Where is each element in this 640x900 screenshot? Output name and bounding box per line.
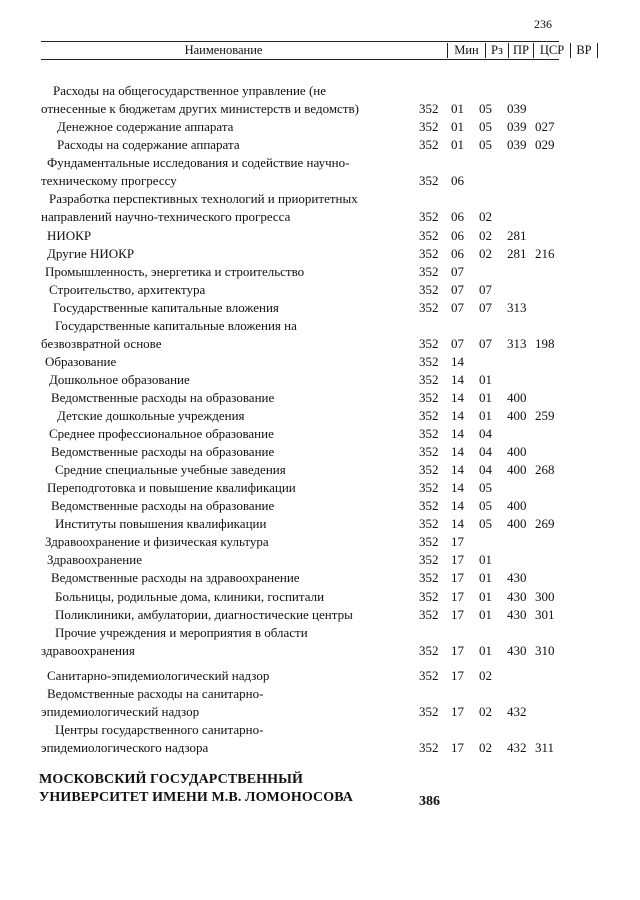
row-name: техническому прогрессу — [41, 173, 177, 188]
row-code-pr: 01 — [479, 372, 492, 387]
row-code-min: 352 — [419, 137, 439, 152]
row-name: Институты повышения квалификации — [55, 516, 267, 531]
table-row — [0, 245, 640, 263]
row-name: Больницы, родильные дома, клиники, госпитали — [55, 589, 325, 604]
row-name: Среднее профессиональное образование — [49, 426, 274, 441]
table-row — [0, 227, 640, 245]
row-name: отнесенные к бюджетам других министерств и ведомств) — [41, 101, 359, 116]
row-code-csr: 430 — [507, 643, 527, 658]
row-code-csr: 400 — [507, 462, 527, 477]
row-name: Государственные капитальные вложения на — [55, 318, 297, 333]
row-code-min: 352 — [419, 246, 439, 261]
row-name: Расходы на общегосударственное управление (не — [53, 83, 327, 98]
row-code-min: 352 — [419, 480, 439, 495]
row-code-pr: 01 — [479, 408, 492, 423]
row-name: безвозвратной основе — [41, 336, 162, 351]
row-code-pr: 05 — [479, 137, 492, 152]
organization-code: 386 — [419, 794, 440, 809]
row-code-vr: 216 — [535, 246, 555, 261]
header-min: Мин — [454, 43, 479, 57]
table-row — [0, 515, 640, 533]
row-code-vr: 029 — [535, 137, 555, 152]
row-name: Образование — [45, 354, 117, 369]
row-code-min: 352 — [419, 408, 439, 423]
row-code-rz: 17 — [451, 740, 464, 755]
row-code-csr: 432 — [507, 740, 527, 755]
row-code-rz: 17 — [451, 534, 464, 549]
table-row — [0, 371, 640, 389]
row-code-rz: 14 — [451, 426, 464, 441]
table-row — [0, 389, 640, 407]
row-name: Дошкольное образование — [49, 372, 190, 387]
row-code-rz: 17 — [451, 552, 464, 567]
row-code-min: 352 — [419, 390, 439, 405]
row-name: направлений научно-технического прогресса — [41, 209, 291, 224]
row-name: Здравоохранение — [47, 552, 142, 567]
row-code-rz: 01 — [451, 137, 464, 152]
table-row — [0, 606, 640, 624]
row-code-min: 352 — [419, 444, 439, 459]
row-code-min: 352 — [419, 552, 439, 567]
row-code-pr: 01 — [479, 607, 492, 622]
row-code-min: 352 — [419, 643, 439, 658]
row-code-rz: 06 — [451, 246, 464, 261]
row-name: Фундаментальные исследования и содействие научно- — [47, 155, 350, 170]
row-code-csr: 039 — [507, 119, 527, 134]
row-name: НИОКР — [47, 228, 92, 243]
header-name: Наименование — [184, 43, 263, 57]
row-code-csr: 313 — [507, 336, 527, 351]
row-code-rz: 17 — [451, 704, 464, 719]
row-code-pr: 01 — [479, 643, 492, 658]
row-name: Центры государственного санитарно- — [55, 722, 264, 737]
row-code-rz: 14 — [451, 408, 464, 423]
row-name: Санитарно-эпидемиологический надзор — [47, 668, 270, 683]
row-code-rz: 14 — [451, 390, 464, 405]
row-code-pr: 04 — [479, 426, 492, 441]
row-code-csr: 430 — [507, 589, 527, 604]
table-row — [0, 281, 640, 299]
row-code-rz: 14 — [451, 462, 464, 477]
row-code-vr: 301 — [535, 607, 555, 622]
table-row — [0, 317, 640, 353]
row-code-rz: 17 — [451, 643, 464, 658]
row-code-rz: 06 — [451, 209, 464, 224]
header-rz: Рз — [491, 43, 503, 57]
row-code-csr: 039 — [507, 137, 527, 152]
row-code-min: 352 — [419, 516, 439, 531]
row-code-rz: 06 — [451, 228, 464, 243]
row-code-vr: 198 — [535, 336, 555, 351]
row-code-min: 352 — [419, 101, 439, 116]
row-code-min: 352 — [419, 209, 439, 224]
row-code-min: 352 — [419, 336, 439, 351]
row-code-pr: 02 — [479, 668, 492, 683]
table-row — [0, 154, 640, 190]
row-code-pr: 04 — [479, 462, 492, 477]
table-row — [0, 82, 640, 118]
row-name: Другие НИОКР — [47, 246, 135, 261]
row-code-csr: 432 — [507, 704, 527, 719]
row-code-pr: 05 — [479, 498, 492, 513]
row-code-pr: 02 — [479, 246, 492, 261]
table-row — [0, 685, 640, 721]
row-code-min: 352 — [419, 589, 439, 604]
row-name: Расходы на содержание аппарата — [57, 137, 240, 152]
organization-name — [39, 771, 353, 807]
row-code-rz: 17 — [451, 607, 464, 622]
row-code-csr: 400 — [507, 516, 527, 531]
row-code-rz: 14 — [451, 354, 464, 369]
row-name: Ведомственные расходы на образование — [51, 498, 275, 513]
table-row — [0, 533, 640, 551]
row-code-rz: 14 — [451, 516, 464, 531]
table-row — [0, 443, 640, 461]
row-code-rz: 06 — [451, 173, 464, 188]
row-name: Ведомственные расходы на санитарно- — [47, 686, 264, 701]
row-code-pr: 07 — [479, 300, 492, 315]
row-name: Детские дошкольные учреждения — [57, 408, 245, 423]
row-name: Поликлиники, амбулатории, диагностические центры — [55, 607, 353, 622]
page-number: 236 — [534, 17, 552, 31]
row-code-min: 352 — [419, 228, 439, 243]
row-code-min: 352 — [419, 607, 439, 622]
row-code-pr: 05 — [479, 101, 492, 116]
row-code-min: 352 — [419, 462, 439, 477]
table-row — [0, 624, 640, 660]
row-code-rz: 07 — [451, 264, 464, 279]
row-code-vr: 311 — [535, 740, 555, 755]
row-code-csr: 400 — [507, 390, 527, 405]
row-code-pr: 02 — [479, 209, 492, 224]
row-code-min: 352 — [419, 534, 439, 549]
row-code-pr: 02 — [479, 704, 492, 719]
table-row — [0, 425, 640, 443]
row-code-csr: 400 — [507, 498, 527, 513]
row-code-pr: 01 — [479, 552, 492, 567]
row-name: здравоохранения — [41, 643, 135, 658]
row-code-csr: 400 — [507, 408, 527, 423]
row-code-rz: 07 — [451, 336, 464, 351]
row-code-rz: 14 — [451, 498, 464, 513]
row-code-min: 352 — [419, 704, 439, 719]
table-row — [0, 263, 640, 281]
row-code-rz: 17 — [451, 668, 464, 683]
table-row — [0, 721, 640, 757]
row-code-pr: 01 — [479, 570, 492, 585]
table-row — [0, 588, 640, 606]
row-name: Ведомственные расходы на здравоохранение — [51, 570, 300, 585]
row-code-csr: 400 — [507, 444, 527, 459]
row-code-pr: 04 — [479, 444, 492, 459]
row-code-pr: 07 — [479, 336, 492, 351]
row-code-pr: 01 — [479, 390, 492, 405]
row-code-min: 352 — [419, 570, 439, 585]
header-vr: ВР — [576, 43, 592, 57]
header-csr: ЦСР — [539, 43, 565, 57]
table-row — [0, 497, 640, 515]
row-code-min: 352 — [419, 740, 439, 755]
table-row — [0, 299, 640, 317]
row-code-rz: 14 — [451, 372, 464, 387]
row-code-min: 352 — [419, 264, 439, 279]
row-code-vr: 300 — [535, 589, 555, 604]
row-code-min: 352 — [419, 173, 439, 188]
row-name: Переподготовка и повышение квалификации — [47, 480, 296, 495]
table-row — [0, 479, 640, 497]
table-row — [0, 136, 640, 154]
table-row — [0, 353, 640, 371]
table-row — [0, 667, 640, 685]
row-name: Средние специальные учебные заведения — [55, 462, 286, 477]
row-code-rz: 14 — [451, 444, 464, 459]
row-code-vr: 310 — [535, 643, 555, 658]
table-row — [0, 569, 640, 587]
row-code-csr: 313 — [507, 300, 527, 315]
row-code-rz: 07 — [451, 300, 464, 315]
row-code-vr: 027 — [535, 119, 555, 134]
row-code-pr: 01 — [479, 589, 492, 604]
organization-name-line: УНИВЕРСИТЕТ ИМЕНИ М.В. ЛОМОНОСОВА — [39, 790, 353, 805]
row-code-pr: 02 — [479, 740, 492, 755]
row-name: эпидемиологического надзора — [41, 740, 209, 755]
row-name: Строительство, архитектура — [49, 282, 206, 297]
row-name: Государственные капитальные вложения — [53, 300, 279, 315]
row-code-csr: 039 — [507, 101, 527, 116]
row-code-rz: 17 — [451, 570, 464, 585]
row-code-csr: 281 — [507, 246, 527, 261]
row-code-vr: 259 — [535, 408, 555, 423]
row-code-vr: 269 — [535, 516, 555, 531]
organization-name-line: МОСКОВСКИЙ ГОСУДАРСТВЕННЫЙ — [39, 772, 303, 787]
row-code-pr: 05 — [479, 119, 492, 134]
row-code-min: 352 — [419, 372, 439, 387]
row-name: Разработка перспективных технологий и приоритетных — [49, 191, 358, 206]
row-code-pr: 05 — [479, 516, 492, 531]
row-code-min: 352 — [419, 119, 439, 134]
row-code-pr: 05 — [479, 480, 492, 495]
row-code-rz: 01 — [451, 101, 464, 116]
row-code-min: 352 — [419, 498, 439, 513]
row-code-csr: 430 — [507, 570, 527, 585]
row-code-pr: 07 — [479, 282, 492, 297]
row-name: Здравоохранение и физическая культура — [45, 534, 269, 549]
row-code-rz: 01 — [451, 119, 464, 134]
table-row — [0, 118, 640, 136]
table-row — [0, 461, 640, 479]
row-name: Прочие учреждения и мероприятия в области — [55, 625, 308, 640]
row-code-csr: 430 — [507, 607, 527, 622]
row-code-min: 352 — [419, 282, 439, 297]
row-code-min: 352 — [419, 426, 439, 441]
table-row — [0, 551, 640, 569]
row-name: Денежное содержание аппарата — [57, 119, 234, 134]
row-name: эпидемиологический надзор — [41, 704, 200, 719]
row-code-pr: 02 — [479, 228, 492, 243]
row-code-rz: 14 — [451, 480, 464, 495]
row-code-min: 352 — [419, 668, 439, 683]
row-code-min: 352 — [419, 300, 439, 315]
row-code-rz: 07 — [451, 282, 464, 297]
row-code-rz: 17 — [451, 589, 464, 604]
table-row — [0, 190, 640, 226]
row-code-csr: 281 — [507, 228, 527, 243]
row-name: Ведомственные расходы на образование — [51, 390, 275, 405]
header-pr: ПР — [513, 43, 529, 57]
row-code-vr: 268 — [535, 462, 555, 477]
row-name: Промышленность, энергетика и строительство — [45, 264, 305, 279]
row-name: Ведомственные расходы на образование — [51, 444, 275, 459]
table-row — [0, 407, 640, 425]
row-code-min: 352 — [419, 354, 439, 369]
